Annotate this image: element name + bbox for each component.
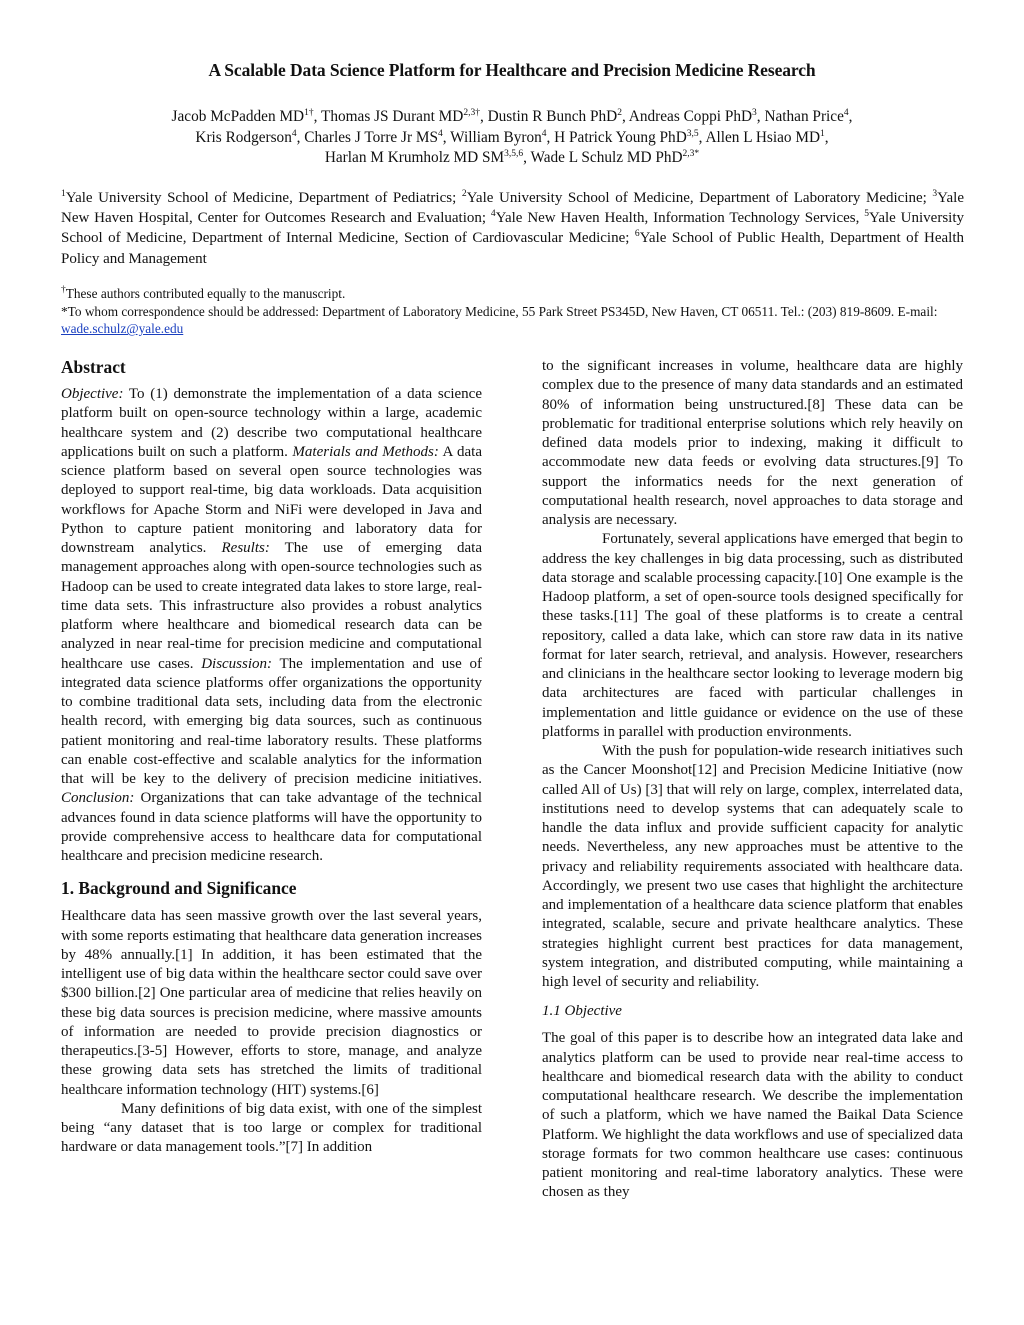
paragraph: to the significant increases in volume, healthcare data are highly complex due to the presence of many data standards and an estimated 80% of information being unstructured.[8] These data can be problematic for traditional enterprise solutions which rely heavily on defined data models prior to indexing, making it difficult to accommodate new data feeds or evolving data structures.[9] To support the informatics needs for the next generation of computational health research, novel approaches to data storage and analysis are necessary. (542, 358, 963, 528)
author: William Byron$^4$, (450, 128, 555, 146)
author: Kris Rodgerson$^4$, (195, 128, 305, 146)
author: Thomas JS Durant $MD^{2,3\dagger}$, (320, 108, 488, 125)
affiliation: Yale University School of Medicine, Department of Laboratory Medicine; (466, 190, 933, 206)
email-link[interactable]: wade.schulz@yale.edu (61, 321, 184, 337)
author-list (60, 107, 964, 169)
paragraph: With the push for population-wide research initiatives such as the Cancer Moonshot[12] and Precision Medicine Initiative (now called All of Us) [3] that will rely on large, complex, interrelated data, institutions need to develop systems that can adequately scale to handle the data influx and provide sufficient capacity for analytic needs. Nevertheless, any new approaches must be attentive to the privacy and reliability requirements associated with healthcare data. Accordingly, we present two use cases that highlight the architecture and implementation of a healthcare data science platform that enables integrated, scalable, secure and private healthcare analytics. These strategies highlight current best practices for data management, system integration, and distributed computing, while maintaining a high level of security and reliability. (542, 743, 963, 990)
paragraph: Fortunately, several applications have emerged that begin to address the key challenges in big data processing, such as distributed data storage and scalable processing capacity.[10] One example is the Hadoop platform, a set of open-source tools designed specifically for these tasks.[11] The goal of these platforms is to create a central repository, called a data lake, which can store raw data in its native format for later search, retrieval, and analysis. However, researchers and clinicians in the healthcare sector looking to leverage modern big data architectures are faced with particular challenges in implementation and little guidance or evidence on the use of these platforms in parallel with production environments. (542, 531, 963, 740)
paragraph: The goal of this paper is to describe how an integrated data lake and analytics platform can be used to provide near real-time access to healthcare and biomedical research data with the ability to conduct computational healthcare research. We describe the implementation of such a platform, which we have named the Baikal Data Science Platform. We highlight the data workflows and use of specialized data storage formats for two common healthcare use cases: continuous patient monitoring and real-time laboratory analytics. These were chosen as they (542, 1030, 963, 1201)
author: Nathan Price$^4$, (764, 108, 853, 125)
left-column (61, 356, 482, 1158)
paragraph: Healthcare data has seen massive growth over the last several years, with some reports estimating that healthcare data generation increases by 48% annually.[1] In addition, it has been estimated that the intelligent use of big data within the healthcare sector could save over $300 billion.[2] One particular area of medicine that relies heavily on these big data sources is precision medicine, where massive amounts of information are needed to provide precision diagnostics or therapeutics.[3-5] However, efforts to store, manage, and analyze these growing data sets has stretched the limits of traditional healthcare information technology (HIT) systems.[6] (61, 908, 482, 1098)
affiliation: Yale School of Public Health, Department of Health Policy and Management (61, 230, 965, 267)
background-heading: 1. Background and Significance (61, 878, 297, 899)
paper-title: A Scalable Data Science Platform for Healthcare and Precision Medicine Research (208, 60, 816, 80)
right-column (542, 357, 963, 1203)
author-notes (61, 285, 964, 338)
abstract-text: Objective: To (1) demonstrate the implementation of a data science platform built on open-source technology within a large, academic healthcare system and (2) describe two computational healthcare applications built on such a platform. Materials and Methods: A data science platform based on several open source technologies was deployed to support real-time, big data workloads. Data acquisition workflows for Apache Storm and NiFi were developed in Java and Python to capture patient monitoring and laboratory data for downstream analytics. Results: The use of emerging data management approaches along with open-source technologies such as Hadoop can be used to create integrated data lakes to store large, real-time data sets. This infrastructure also provides a robust analytics platform where healthcare and biomedical research data can be analyzed in near real-time for precision medicine and computational healthcare use cases. Discussion: The implementation and use of integrated data science platforms offer organizations the opportunity to combine traditional data sets, including data from the electronic health record, with emerging big data sources, such as continuous patient monitoring and real-time laboratory results. These platforms can enable cost-effective and scalable analytics for the information that will be key to the delivery of precision medicine initiatives. Conclusion: Organizations that can take advantage of the technical advances found in data science platforms will have the opportunity to provide comprehensive access to healthcare data for computational healthcare and precision medicine research. (61, 386, 482, 864)
affiliation: Yale New Haven Health, Information Technology Services, (495, 210, 865, 227)
objective-heading: 1.1 Objective (542, 1003, 622, 1020)
affiliations: $^1$Yale University School of Medicine, Department of Pediatrics; $^2$Yale University School of Medicine, Department of Laboratory Medicine; $^3$Yale New Haven Hospital, Center for Outcomes Research and Evaluation; $^4$Yale New Haven Health, Information Technology Services, $^5$Yale University School of Medicine, Department of Internal Medicine, Section of Cardiovascular Medicine; $^6$Yale School of Public Health, Department of Health Policy and Management (61, 189, 965, 267)
abstract-heading: Abstract (61, 357, 126, 377)
author: H Patrick Young PhD$^{3,5}$, (554, 128, 706, 146)
affiliation: Yale New Haven Hospital, Center for Outcomes Research and Evaluation; (61, 190, 964, 227)
author: Dustin R Bunch PhD$^2$, (487, 108, 629, 125)
author: Andreas Coppi PhD$^3$, (628, 108, 765, 125)
author: Charles J Torre Jr $MS^4$, (304, 128, 451, 146)
correspondence-note: *To whom correspondence should be addressed: Department of Laboratory Medicine, 55 Park Street PS345D, New Haven, CT 06511. Tel.: (203) 819-8609. E-mail: wade.schulz@yale.edu (61, 303, 938, 337)
equal-contribution-note: †These authors contributed equally to the manuscript. (61, 285, 346, 301)
affiliation: Yale University School of Medicine, Department of Internal Medicine, Section of Cardiovascular Medicine; (61, 210, 965, 247)
author: Harlan M Krumholz MD SM$^{3,5,6}$, (324, 149, 531, 166)
affiliation: Yale University School of Medicine, Department of Pediatrics; (65, 190, 462, 206)
author: Wade L Schulz MD PhD$^{2,3*}$ (530, 149, 700, 166)
author: Allen L Hsiao $MD^1$, (705, 128, 829, 146)
paragraph: Many definitions of big data exist, with one of the simplest being “any dataset that is too large or complex for traditional hardware or data management tools.”[7] In addition (61, 1100, 482, 1156)
author: Jacob McPadden $MD^{1\dagger}$, (171, 108, 321, 125)
